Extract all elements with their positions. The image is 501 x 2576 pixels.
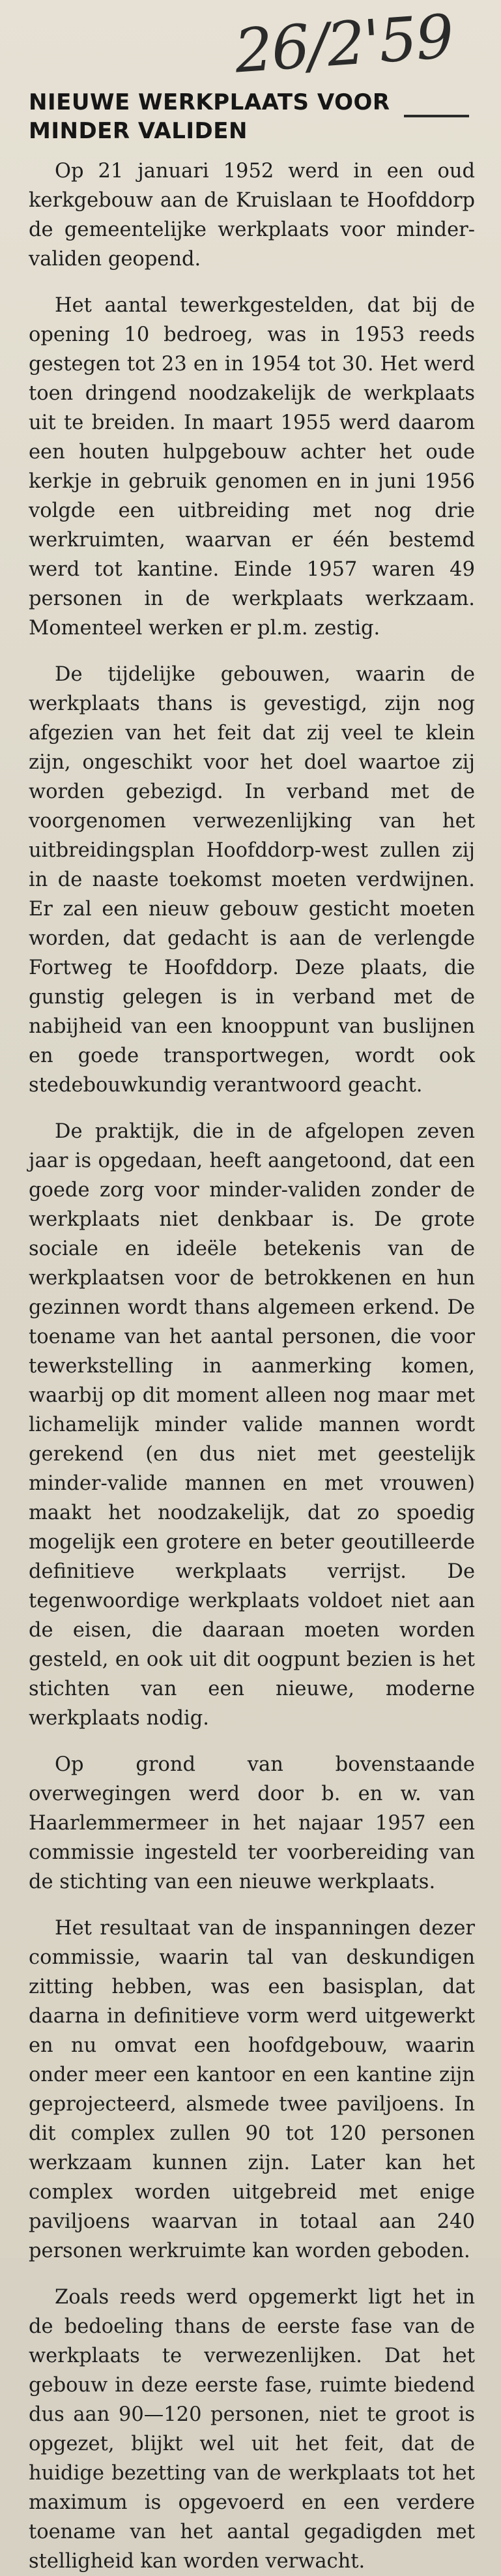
paragraph-4: De praktijk, die in de afgelopen zeven jaar is opgedaan, heeft aangetoond, dat een goede zorg voor minder-validen zonder de werkplaats niet denkbaar is. De grote sociale en ideële betekenis van de werkplaatsen voor de betrokkenen en hun gezinnen wordt thans algemeen erkend. De toename van het aantal personen, die voor tewerkstelling in aanmerking komen, waarbij op dit moment alleen nog maar met lichamelijk minder valide mannen wordt gerekend (en dus niet met geestelijk minder-valide mannen en met vrouwen) maakt het noodzakelijk, dat zo spoedig mogelijk een grotere en beter geoutilleerde definitieve werkplaats verrijst. De tegenwoordige werkplaats voldoet niet aan de eisen, die daaraan moeten worden gesteld, en ook uit dit oogpunt bezien is het stichten van een nieuwe, moderne werkplaats nodig. xyxy=(29,1120,475,1730)
paragraph-2: Het aantal tewerkgestelden, dat bij de opening 10 bedroeg, was in 1953 reeds gestegen tot 23 en in 1954 tot 30. Het werd toen dringend noodzakelijk de werkplaats uit te breiden. In maart 1955 werd daarom een houten hulpgebouw achter het oude kerkje in gebruik genomen en in juni 1956 volgde een uitbreiding met nog drie werkruimten, waarvan er één bestemd werd tot kantine. Einde 1957 waren 49 personen in de werkplaats werkzaam. Momenteel werken er pl.m. zestig. xyxy=(29,294,475,640)
paragraph-7: Zoals reeds werd opgemerkt ligt het in de bedoeling thans de eerste fase van de werkplaats te verwezenlijken. Dat het gebouw in deze eerste fase, ruimte biedend dus aan 90—120 personen, niet te groot is opgezet, blijkt wel uit het feit, dat de huidige bezetting van de werkplaats tot het maximum is opgevoerd en een verdere toename van het aantal gegadigden met stelligheid kan worden verwacht. xyxy=(29,2286,475,2573)
paragraph-3: De tijdelijke gebouwen, waarin de werkplaats thans is gevestigd, zijn nog afgezien van het feit dat zij veel te klein zijn, ongeschikt voor het doel waartoe zij worden gebezigd. In verband met de voorgenomen verwezenlijking van het uitbreidingsplan Hoofddorp-west zullen zij in de naaste toekomst moeten verdwijnen. Er zal een nieuw gebouw gesticht moeten worden, dat gedacht is aan de verlengde Fortweg te Hoofddorp. Deze plaats, die gunstig gelegen is in verband met de nabijheid van een knooppunt van buslijnen en goede transportwegen, wordt ook stedebouwkundig verantwoord geacht. xyxy=(29,663,475,1097)
article-body xyxy=(29,156,475,2576)
handwritten-date: 26/2'59 xyxy=(232,1,455,87)
paragraph-1: Op 21 januari 1952 werd in een oud kerkgebouw aan de Kruislaan te Hoofddorp de gemeentelijke werkplaats voor minder-validen geopend. xyxy=(29,160,475,271)
headline-line-1: NIEUWE WERKPLAATS VOOR xyxy=(29,89,390,115)
paragraph-5: Op grond van bovenstaande overwegingen werd door b. en w. van Haarlemmermeer in het najaar 1957 een commissie ingesteld ter voorbereiding van de stichting van een nieuwe werkplaats. xyxy=(29,1753,475,1893)
paragraph-6: Het resultaat van de inspanningen dezer commissie, waarin tal van deskundigen zitting hebben, was een basisplan, dat daarna in definitieve vorm werd uitgewerkt en nu omvat een hoofdgebouw, waarin onder meer een kantoor en een kantine zijn geprojecteerd, alsmede twee paviljoens. In dit complex zullen 90 tot 120 personen werkzaam kunnen zijn. Later kan het complex worden uitgebreid met enige paviljoens waarvan in totaal aan 240 personen werkruimte kan worden geboden. xyxy=(29,1917,475,2262)
headline-underline xyxy=(404,115,469,117)
headline-line-2: MINDER VALIDEN xyxy=(29,118,248,144)
